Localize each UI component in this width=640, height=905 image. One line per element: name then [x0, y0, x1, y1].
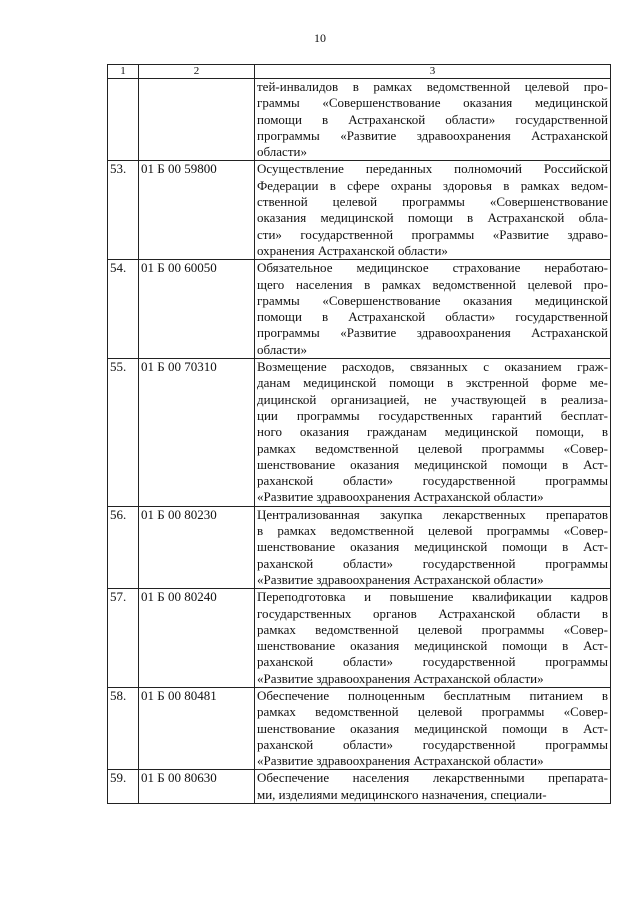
- description-line: данам медицинской помощи в экстренной форме ме-: [257, 375, 608, 391]
- description-line: помощи в Астраханской области» государственной: [257, 309, 608, 325]
- budget-code: 01 Б 00 80630: [139, 770, 255, 804]
- row-description: [255, 260, 611, 359]
- description-line: государственных органов Астраханской области в: [257, 605, 608, 621]
- row-number: 55.: [108, 359, 139, 507]
- budget-code: 01 Б 00 80240: [139, 589, 255, 688]
- description-line: граммы «Совершенствование оказания медицинской: [257, 292, 608, 308]
- row-description: [255, 359, 611, 507]
- column-header-1: 1: [108, 65, 139, 79]
- row-description: [255, 770, 611, 804]
- row-number: 53.: [108, 161, 139, 260]
- description-line: ми, изделиями медицинского назначения, специали-: [257, 786, 547, 802]
- budget-code: [139, 79, 255, 161]
- budget-table: [107, 64, 611, 804]
- description-line: дицинской организацией, не участвующей в реализа-: [257, 391, 608, 407]
- row-description: [255, 506, 611, 588]
- table-row: [108, 687, 611, 769]
- description-line: Переподготовка и повышение квалификации кадров: [257, 589, 608, 605]
- budget-code: 01 Б 00 59800: [139, 161, 255, 260]
- description-line: Возмещение расходов, связанных с оказанием граж-: [257, 359, 608, 375]
- row-description: [255, 79, 611, 161]
- description-line: помощи в Астраханской области» государственной: [257, 111, 608, 127]
- row-number: 56.: [108, 506, 139, 588]
- description-line: рамках ведомственной целевой программы «Совер-: [257, 440, 608, 456]
- description-line: щего населения в рамках ведомственной целевой про-: [257, 276, 608, 292]
- description-line: охранения Астраханской области»: [257, 242, 448, 258]
- table-header-row: [108, 65, 611, 79]
- column-header-2: 2: [139, 65, 255, 79]
- description-line: области»: [257, 144, 307, 160]
- description-line: ственной целевой программы «Совершенствование: [257, 194, 608, 210]
- budget-code: 01 Б 00 60050: [139, 260, 255, 359]
- table-row: [108, 506, 611, 588]
- description-line: области»: [257, 341, 307, 357]
- budget-code: 01 Б 00 80230: [139, 506, 255, 588]
- description-line: оказания медицинской помощи в Астраханской обла-: [257, 210, 608, 226]
- description-line: в рамках ведомственной целевой программы «Совер-: [257, 523, 608, 539]
- row-number: 58.: [108, 687, 139, 769]
- table-row: [108, 260, 611, 359]
- description-line: шенствование оказания медицинской помощи в Аст-: [257, 456, 608, 472]
- description-line: Централизованная закупка лекарственных препаратов: [257, 506, 608, 522]
- description-line: ного оказания гражданам медицинской помощи, в: [257, 424, 608, 440]
- row-number: 59.: [108, 770, 139, 804]
- description-line: рамках ведомственной целевой программы «Совер-: [257, 621, 608, 637]
- row-description: [255, 687, 611, 769]
- description-line: Обеспечение полноценным бесплатным питанием в: [257, 687, 608, 703]
- description-line: Обязательное медицинское страхование неработаю-: [257, 260, 608, 276]
- description-line: раханской области» государственной программы: [257, 555, 608, 571]
- description-line: тей-инвалидов в рамках ведомственной целевой про-: [257, 79, 608, 94]
- table-row: [108, 589, 611, 688]
- row-description: [255, 589, 611, 688]
- description-line: раханской области» государственной программы: [257, 654, 608, 670]
- table-row: [108, 359, 611, 507]
- row-number: 54.: [108, 260, 139, 359]
- table-row: [108, 161, 611, 260]
- description-line: шенствование оказания медицинской помощи в Аст-: [257, 539, 608, 555]
- row-description: [255, 161, 611, 260]
- description-line: программы «Развитие здравоохранения Астраханской: [257, 325, 608, 341]
- table-row: [108, 770, 611, 804]
- description-line: сти» государственной программы «Развитие здраво-: [257, 226, 608, 242]
- description-line: «Развитие здравоохранения Астраханской области»: [257, 489, 544, 505]
- description-line: «Развитие здравоохранения Астраханской области»: [257, 571, 544, 587]
- description-line: «Развитие здравоохранения Астраханской области»: [257, 753, 544, 769]
- page-number: 10: [314, 31, 326, 45]
- description-line: Обеспечение населения лекарственными препарата-: [257, 770, 608, 786]
- description-line: раханской области» государственной программы: [257, 736, 608, 752]
- row-number: [108, 79, 139, 161]
- description-line: шенствование оказания медицинской помощи в Аст-: [257, 638, 608, 654]
- description-line: ции программы государственных гарантий бесплат-: [257, 407, 608, 423]
- description-line: граммы «Совершенствование оказания медицинской: [257, 95, 608, 111]
- column-header-3: 3: [255, 65, 611, 79]
- description-line: «Развитие здравоохранения Астраханской области»: [257, 670, 544, 686]
- description-line: раханской области» государственной программы: [257, 473, 608, 489]
- description-line: Федерации в сфере охраны здоровья в рамках ведом-: [257, 177, 608, 193]
- table-body: [108, 65, 611, 804]
- description-line: шенствование оказания медицинской помощи в Аст-: [257, 720, 608, 736]
- description-line: рамках ведомственной целевой программы «Совер-: [257, 704, 608, 720]
- description-line: Осуществление переданных полномочий Российской: [257, 161, 608, 177]
- table-row: [108, 79, 611, 161]
- budget-code: 01 Б 00 80481: [139, 687, 255, 769]
- row-number: 57.: [108, 589, 139, 688]
- budget-code: 01 Б 00 70310: [139, 359, 255, 507]
- description-line: программы «Развитие здравоохранения Астраханской: [257, 127, 608, 143]
